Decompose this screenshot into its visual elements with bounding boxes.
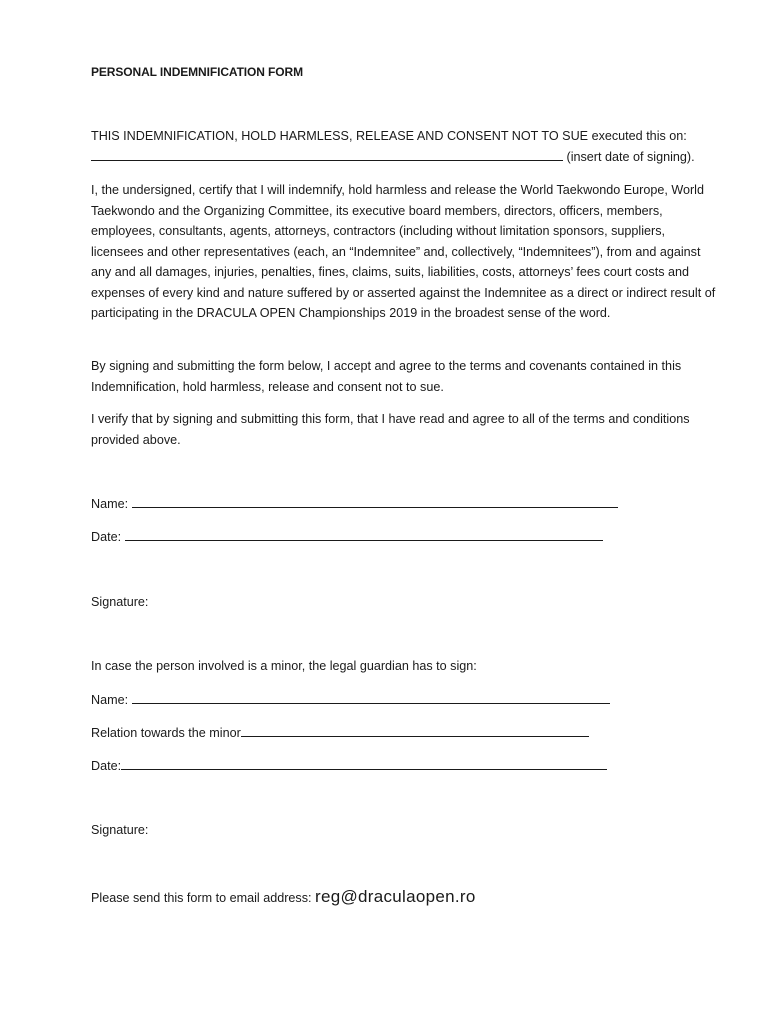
- intro-line-2-suffix: (insert date of signing).: [566, 149, 695, 164]
- participant-date-field: [91, 527, 603, 546]
- guardian-relation-field: [91, 723, 589, 742]
- participant-signature-field: [91, 593, 148, 611]
- guardian-signature-field: [91, 821, 148, 839]
- indemnity-paragraph: I, the undersigned, certify that I will indemnify, hold harmless and release the World Taekwondo Europe, World Taekwondo and the Organizing Committee, its executive board members, directors, officers, members, employees, consultants, agents, attorneys, contractors (including without limitation sponsors, suppliers, licensees and other representatives (each, an “Indemnitee” and, collectively, “Indemnitees”), from and against any and all damages, injuries, penalties, fines, claims, suits, liabilities, costs, attorneys’ fees court costs and expenses of every kind and nature suffered by or asserted against the Indemnitee as a direct or indirect result of participating in the DRACULA OPEN Championships 2019 in the broadest sense of the word.: [91, 183, 716, 320]
- guardian-relation-label: Relation towards the minor: [91, 726, 241, 740]
- guardian-name-label: Name:: [91, 693, 129, 707]
- verification-paragraph: I verify that by signing and submitting this form, that I have read and agree to all of the terms and conditions provided above.: [91, 412, 690, 447]
- submission-instruction: [91, 888, 476, 907]
- guardian-signature-label: Signature:: [91, 823, 149, 837]
- participant-signature-label: Signature:: [91, 595, 149, 609]
- guardian-date-blank[interactable]: [121, 756, 607, 770]
- signing-date-blank[interactable]: [91, 147, 563, 161]
- participant-name-field: [91, 494, 618, 513]
- participant-date-label: Date:: [91, 530, 122, 544]
- form-title: PERSONAL INDEMNIFICATION FORM: [91, 65, 303, 79]
- submission-text: Please send this form to email address:: [91, 891, 312, 905]
- participant-name-blank[interactable]: [132, 494, 618, 508]
- guardian-heading: In case the person involved is a minor, the legal guardian has to sign:: [91, 659, 477, 673]
- participant-name-label: Name:: [91, 497, 129, 511]
- intro-statement: [91, 126, 731, 167]
- intro-line-1: THIS INDEMNIFICATION, HOLD HARMLESS, RELEASE AND CONSENT NOT TO SUE executed this on:: [91, 129, 687, 143]
- guardian-name-field: [91, 690, 610, 709]
- guardian-date-label: Date:: [91, 759, 122, 773]
- participant-date-blank[interactable]: [125, 527, 603, 541]
- guardian-name-blank[interactable]: [132, 690, 610, 704]
- guardian-date-field: [91, 756, 607, 775]
- guardian-relation-blank[interactable]: [241, 723, 589, 737]
- acceptance-paragraph: By signing and submitting the form below, I accept and agree to the terms and covenants contained in this Indemnification, hold harmless, release and consent not to sue.: [91, 359, 682, 394]
- contact-email[interactable]: reg@draculaopen.ro: [315, 887, 476, 906]
